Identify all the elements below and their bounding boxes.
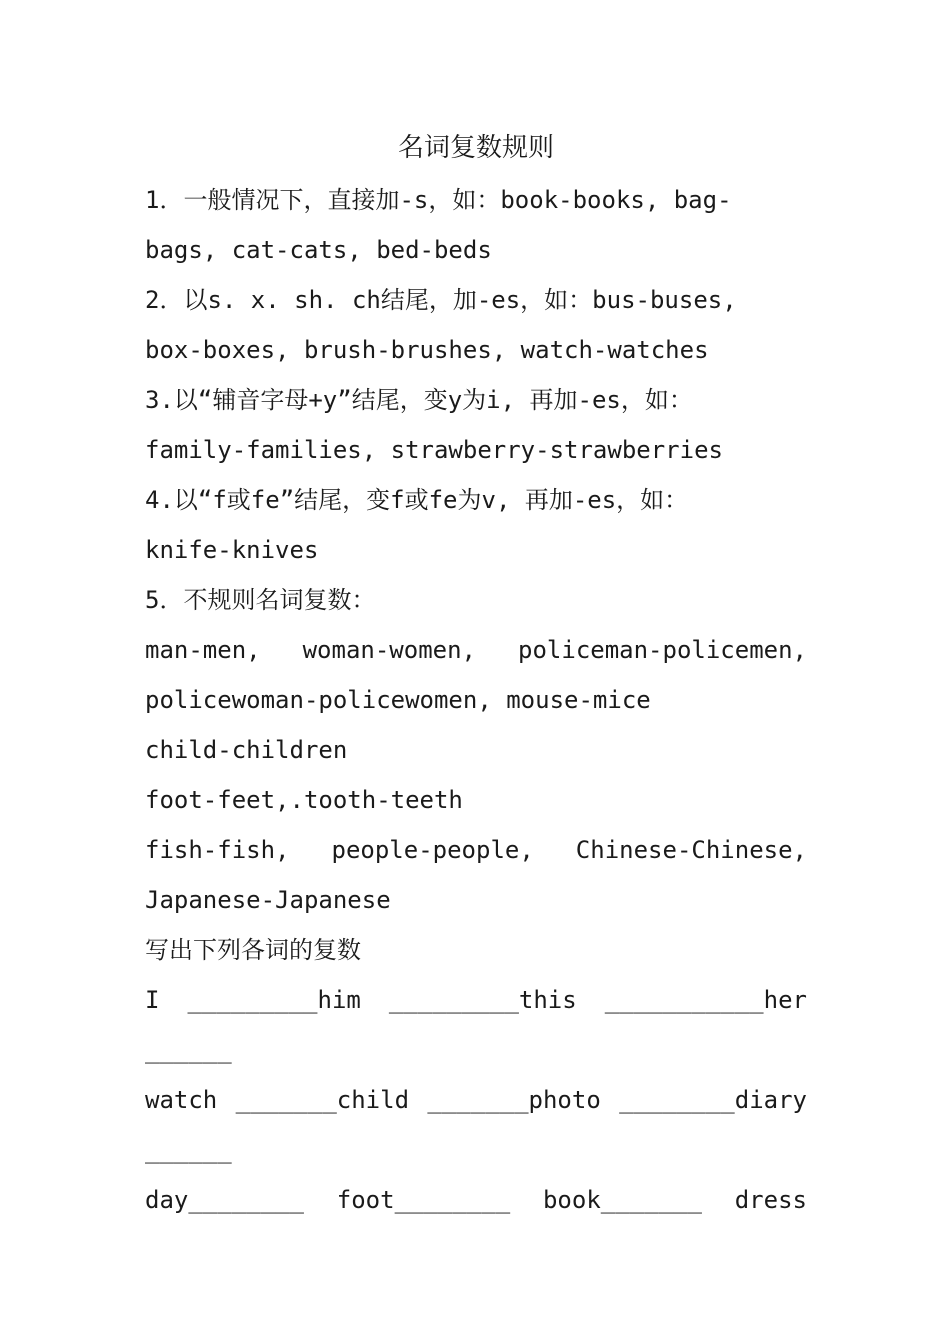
rule-1-text: 1．一般情况下，直接加-s，如：book-books, bag-	[145, 186, 732, 214]
irregular-row-2: policewoman-policewomen, mouse-mice	[145, 686, 651, 714]
exercise-row-2	[145, 1080, 807, 1120]
irregular-item: people-people,	[331, 836, 534, 864]
exercise-row-1-continued: ______	[145, 1036, 232, 1064]
exercise-row-1	[145, 980, 807, 1020]
exercise-item: _______child	[235, 1086, 410, 1114]
page-title: 名词复数规则	[397, 133, 554, 163]
exercise-item: _________him	[187, 986, 361, 1014]
exercise-row-3	[145, 1180, 807, 1220]
exercise-item: book_______	[542, 1186, 702, 1214]
irregular-row-6: Japanese-Japanese	[145, 886, 391, 914]
rule-1-line-1	[145, 180, 807, 220]
rule-2-line-1: 2．以s. x. sh. ch结尾，加-es，如：bus-buses,	[145, 286, 737, 314]
exercise-item: foot________	[336, 1186, 511, 1214]
irregular-row-4: foot-feet,.tooth-teeth	[145, 786, 463, 814]
irregular-row-5	[145, 830, 807, 870]
exercise-item: ___________her	[604, 986, 807, 1014]
irregular-item: woman-women,	[302, 636, 476, 664]
irregular-item: fish-fish,	[145, 836, 290, 864]
exercise-item: _________this	[388, 986, 577, 1014]
irregular-item: man-men,	[145, 636, 261, 664]
irregular-item: Chinese-Chinese,	[575, 836, 807, 864]
irregular-row-1	[145, 630, 807, 670]
exercise-item: dress	[734, 1186, 807, 1214]
exercise-item: day________	[145, 1186, 304, 1214]
rule-2-line-2: box-boxes, brush-brushes, watch-watches	[145, 336, 709, 364]
exercise-item: ________diary	[619, 1086, 807, 1114]
rule-3-line-2: family-families, strawberry-strawberries	[145, 436, 723, 464]
exercise-item: watch	[145, 1086, 218, 1114]
irregular-row-3: child-children	[145, 736, 348, 764]
rule-1-line-2: bags, cat-cats, bed-beds	[145, 236, 492, 264]
rule-4-line-1: 4.以“f或fe”结尾，变f或fe为v, 再加-es，如：	[145, 486, 689, 514]
rule-4-line-2: knife-knives	[145, 536, 319, 564]
exercise-heading: 写出下列各词的复数	[145, 936, 361, 964]
exercise-item: _______photo	[427, 1086, 601, 1114]
exercise-item: I	[145, 986, 160, 1014]
exercise-row-2-continued: ______	[145, 1136, 232, 1164]
irregular-item: policeman-policemen,	[518, 636, 807, 664]
rule-5-heading: 5．不规则名词复数：	[145, 586, 376, 614]
rule-3-line-1: 3.以“辅音字母+y”结尾，变y为i, 再加-es，如：	[145, 386, 693, 414]
